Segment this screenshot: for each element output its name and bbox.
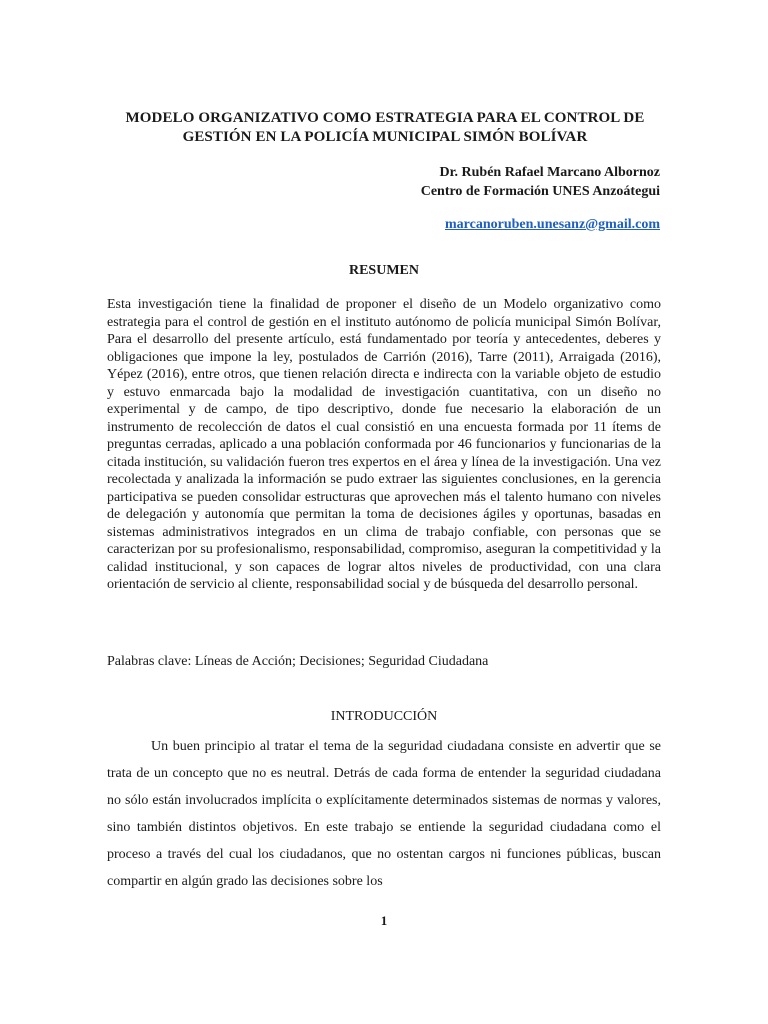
- abstract-paragraph: Esta investigación tiene la finalidad de proponer el diseño de un Modelo organizativo como estrategia para el control de gestión en el instituto autónomo de policía municipal Simón Bolívar, Para el desarrollo del presente artículo, está fundamentado por teoría y antecedentes, deberes y obligaciones que impone la ley, postulados de Carrión (2016), Tarre (2011), Arraigada (2016), Yépez (2016), entre otros, que tienen relación directa e indirecta con la variable objeto de estudio y estuvo enmarcada bajo la modalidad de investigación cuantitativa, con un diseño no experimental y de campo, de tipo descriptivo, donde fue necesario la elaboración de un instrumento de recolección de datos el cual consistió en una encuesta formada por 11 ítems de preguntas cerradas, aplicado a una población conformada por 46 funcionarios y funcionarias de la citada institución, su validación fueron tres expertos en el área y línea de la investigación. Una vez recolectada y analizada la información se pudo extraer las siguientes conclusiones, en la gerencia participativa se pueden consolidar estructuras que aprovechen más el talento humano con niveles de delegación y autonomía que permitan la toma de decisiones ágiles y oportunas, basadas en sistemas administrativos integrados en un clima de trabajo confiable, con personas que se caracterizan por su profesionalismo, responsabilidad, compromiso, aseguran la competitividad y la calidad institucional, y son capaces de lograr altos niveles de productividad, con una clara orientación de servicio al cliente, responsabilidad social y de búsqueda del desarrollo personal.: [107, 297, 661, 592]
- abstract-heading: RESUMEN: [348, 263, 419, 278]
- introduction-paragraph: Un buen principio al tratar el tema de la seguridad ciudadana consiste en advertir que se trata de un concepto que no es neutral. Detrás de cada forma de entender la seguridad ciudadana no sólo están involucrados implícita o explícitamente determinados sistemas de normas y valores, sino también distintos objetivos. En este trabajo se entiende la seguridad ciudadana como el proceso a través del cual los ciudadanos, que no ostentan cargos ni funciones públicas, buscan compartir en algún grado las decisiones sobre los: [107, 739, 661, 889]
- introduction-heading: INTRODUCCIÓN: [330, 709, 438, 724]
- keywords-line: Palabras clave: Líneas de Acción; Decisiones; Seguridad Ciudadana: [107, 654, 489, 669]
- author-block: [421, 163, 660, 201]
- author-email-link[interactable]: marcanoruben.unesanz@gmail.com: [445, 217, 660, 232]
- page-number: 1: [380, 913, 388, 928]
- document-title: MODELO ORGANIZATIVO COMO ESTRATEGIA PARA EL CONTROL DE GESTIÓN EN LA POLICÍA MUNICIPAL SIMÓN BOLÍVAR: [125, 110, 645, 145]
- author-name: Dr. Rubén Rafael Marcano Albornoz: [439, 165, 660, 180]
- author-affiliation: Centro de Formación UNES Anzoátegui: [420, 184, 660, 199]
